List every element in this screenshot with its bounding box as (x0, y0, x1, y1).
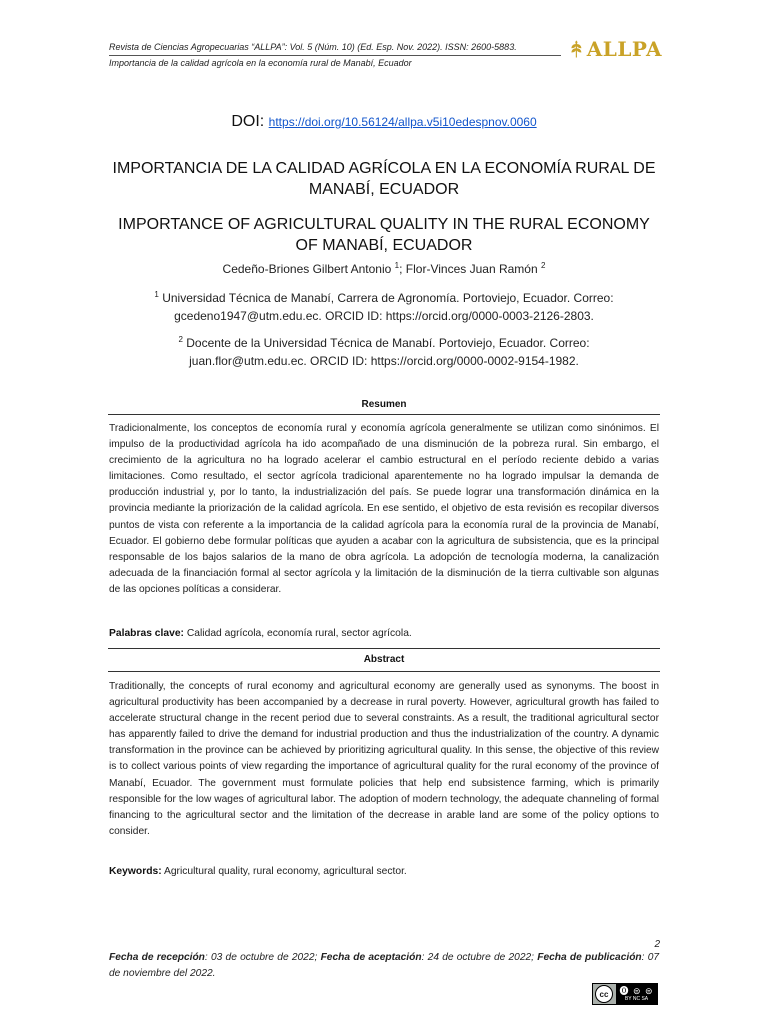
keywords-label: Keywords: (109, 866, 162, 877)
affiliation-superscript: 1 (154, 290, 159, 299)
author-name: Cedeño-Briones Gilbert Antonio (222, 262, 392, 276)
accepted-label: Fecha de aceptación (320, 952, 422, 963)
resumen-heading: Resumen (361, 399, 407, 410)
published-date: : 07 de noviembre del 2022. (109, 952, 660, 979)
doi-link[interactable]: https://doi.org/10.56124/allpa.v5i10edespnov.0060 (268, 115, 537, 129)
license-terms (616, 984, 657, 1004)
published-label: Fecha de publicación (537, 952, 642, 963)
abstract-keywords (109, 866, 659, 877)
affiliation (140, 289, 628, 325)
title-spanish: IMPORTANCIA DE LA CALIDAD AGRÍCOLA EN LA ECONOMÍA RURAL DE MANABÍ, ECUADOR (112, 160, 656, 198)
resumen-body: Tradicionalmente, los conceptos de economía rural y economía agrícola generalmente se utilizan como sinónimos. El impulso de la productividad agrícola ha ido acompañado de una disminución de la pobreza rural. Sin embargo, el crecimiento de la agricultura no ha logrado acelerar el cambio estructural en el período reciente debido a varias limitaciones. Como resultado, el sector agrícola tradicional aparentemente no ha logrado impulsar la demanda de producción industrial y, por lo tanto, la industrialización del país. Se puede lograr una transformación dinámica en la provincia mediante la priorización de la calidad agrícola. En ese sentido, el objetivo de esta revisión es recopilar diversos puntos de vista con referente a la importancia de la calidad agrícola para la economía rural de la provincia de Manabí, Ecuador. El gobierno debe formular políticas que ayuden a acabar con la agricultura de subsistencia, que es la principal responsable de los bajos salarios de la mano de obra agrícola. La adopción de tecnología moderna, la canalización adecuada de la financiación formal al sector agrícola y la limitación de la disminución de la tierra cultivable son algunas de las opciones políticas a considerar. (109, 423, 659, 595)
affiliation (140, 334, 628, 370)
doi-label: DOI: (231, 113, 265, 130)
author-superscript: 1 (394, 261, 400, 270)
received-label: Fecha de recepción (109, 952, 205, 963)
section-divider (108, 414, 660, 415)
author-name: Flor-Vinces Juan Ramón (405, 262, 538, 276)
keywords-text: Agricultural quality, rural economy, agricultural sector. (161, 866, 407, 877)
author-list (108, 262, 660, 276)
page-number: 2 (654, 939, 660, 950)
header-divider (109, 55, 561, 56)
author-superscript: 2 (540, 261, 546, 270)
affiliation-text: Docente de la Universidad Técnica de Manabí. Portoviejo, Ecuador. Correo: juan.flor@utm.edu.ec. ORCID ID: https://orcid.org/0000-0002-9154-1982. (182, 336, 590, 368)
leaf-icon (570, 36, 583, 62)
running-title: Importancia de la calidad agrícola en la economía rural de Manabí, Ecuador (109, 58, 412, 68)
creative-commons-license-badge[interactable] (592, 983, 658, 1005)
accepted-date: : 24 de octubre de 2022; (421, 952, 538, 963)
license-icons: ⓿ ⊜ ⊜ (619, 986, 654, 996)
publication-dates (109, 950, 659, 982)
keywords-text: Calidad agrícola, economía rural, sector agrícola. (184, 628, 412, 639)
affiliation-superscript: 2 (178, 335, 183, 344)
abstract-body: Traditionally, the concepts of rural economy and agricultural economy are generally used as synonyms. The boost in agricultural productivity has been accompanied by a decrease in rural poverty. However, agricultural growth has failed to accelerate structural change in the recent period due to several constraints. As a result, the traditional agricultural sector has apparently failed to drive the demand for industrial production and thus the industrialization of the country. A dynamic transformation in the province can be achieved by prioritizing agricultural quality. In this sense, the objective of this review is to collect various points of view regarding the importance of agricultural quality for the rural economy of the province of Manabí, Ecuador. The government must formulate policies that help end subsistence farming, which is primarily responsible for the low wages of agricultural labor. The adoption of modern technology, the adequate channeling of formal financing to the agricultural sector and the limitation of the decrease in arable land are some of the policy options to consider. (109, 681, 659, 837)
received-date: : 03 de octubre de 2022; (204, 952, 321, 963)
resumen-keywords (109, 628, 659, 639)
journal-logo (570, 34, 662, 64)
license-label: BY NC SA (624, 996, 649, 1002)
abstract-heading: Abstract (363, 654, 405, 665)
author-separator: ; (399, 262, 406, 276)
section-divider (108, 648, 660, 649)
section-divider (108, 671, 660, 672)
keywords-label: Palabras clave: (109, 628, 184, 639)
doi-line (0, 113, 768, 131)
cc-icon: cc (595, 985, 613, 1003)
title-english: IMPORTANCE OF AGRICULTURAL QUALITY IN THE RURAL ECONOMY OF MANABÍ, ECUADOR (118, 216, 650, 254)
affiliation-text: Universidad Técnica de Manabí, Carrera de Agronomía. Portoviejo, Ecuador. Correo: gcedeno1947@utm.edu.ec. ORCID ID: https://orcid.org/0000-0003-2126-2803. (158, 291, 614, 323)
journal-header: Revista de Ciencias Agropecuarias “ALLPA”: Vol. 5 (Núm. 10) (Ed. Esp. Nov. 2022). ISSN: 2600-5883. (109, 42, 517, 52)
logo-wordmark: ALLPA (586, 37, 662, 61)
